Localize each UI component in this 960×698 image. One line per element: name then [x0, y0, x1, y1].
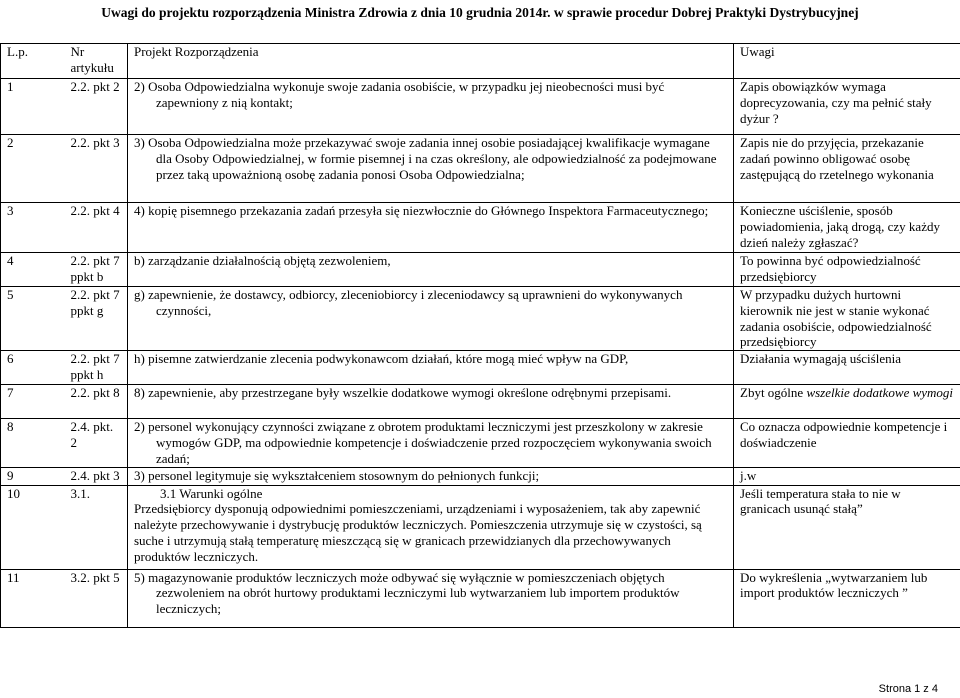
row-nr: 2.4. pkt. 2 [71, 419, 128, 467]
row-projekt [128, 79, 734, 135]
projekt-text: b) zarządzanie działalnością objętą zezwoleniem, [134, 253, 391, 268]
row-projekt [128, 385, 734, 419]
document-title: Uwagi do projektu rozporządzenia Ministra Zdrowia z dnia 10 grudnia 2014r. w sprawie procedur Dobrej Praktyki Dystrybucyjnej [101, 5, 859, 20]
row-nr: 2.2. pkt 2 [71, 79, 128, 135]
row-lp: 8 [1, 419, 71, 467]
row-lp: 4 [1, 253, 71, 287]
table-row [1, 79, 960, 135]
row-projekt [128, 253, 734, 287]
uwagi-italic-text: wszelkie dodatkowe wymogi [806, 385, 954, 401]
table-row [1, 351, 960, 385]
header-uwagi: Uwagi [734, 44, 960, 79]
projekt-text: Przedsiębiorcy dysponują odpowiednimi pomieszczeniami, urządzeniami i wyposażeniem, tak aby zapewnić należyte przechowywanie i dystrybucję produktów leczniczych. Pomieszczenia utrzymuje się w czystości, są suche i utrzymują stałą temperaturę mieszczącą się w granicach przewidzianych dla przechowywanych produktów leczniczych. [134, 501, 702, 564]
row-lp: 9 [1, 467, 71, 485]
row-uwagi: W przypadku dużych hurtowni kierownik nie jest w stanie wykonać zadania osobiście, odpowiedzialność przedsiębiorcy [734, 287, 960, 351]
section-title: 3.1 Warunki ogólne [160, 485, 263, 501]
row-projekt [128, 287, 734, 351]
row-projekt [128, 203, 734, 253]
table-row [1, 203, 960, 253]
row-lp: 5 [1, 287, 71, 351]
row-projekt [128, 351, 734, 385]
row-nr: 2.2. pkt 4 [71, 203, 128, 253]
table-header-row [1, 44, 960, 79]
row-lp: 7 [1, 385, 71, 419]
header-projekt: Projekt Rozporządzenia [128, 44, 734, 79]
row-uwagi [734, 385, 960, 419]
row-uwagi: Zapis nie do przyjęcia, przekazanie zadań powinno obligować osobę zastępującą do rzetelnego wykonania [734, 135, 960, 203]
table-row [1, 419, 960, 467]
table-row [1, 253, 960, 287]
table-row [1, 467, 960, 485]
row-projekt [128, 419, 734, 467]
row-lp: 2 [1, 135, 71, 203]
table-row [1, 135, 960, 203]
row-projekt [128, 135, 734, 203]
row-nr: 2.2. pkt 7 ppkt g [71, 287, 128, 351]
row-uwagi: Zapis obowiązków wymaga doprecyzowania, czy ma pełnić stały dyżur ? [734, 79, 960, 135]
projekt-text: 3) personel legitymuje się wykształceniem stosownym do pełnionych funkcji; [134, 467, 540, 483]
row-lp: 11 [1, 569, 71, 627]
row-nr: 2.2. pkt 7 ppkt h [71, 351, 128, 385]
table-row [1, 485, 960, 569]
row-nr: 2.2. pkt 3 [71, 135, 128, 203]
table-row [1, 287, 960, 351]
row-projekt [128, 485, 734, 569]
row-nr: 2.2. pkt 7 ppkt b [71, 253, 128, 287]
row-uwagi: Do wykreślenia „wytwarzaniem lub import produktów leczniczych ” [734, 569, 960, 627]
row-nr: 2.2. pkt 8 [71, 385, 128, 419]
projekt-text: 8) zapewnienie, aby przestrzegane były wszelkie dodatkowe wymogi określone odrębnymi przepisami. [134, 385, 672, 401]
row-projekt [128, 569, 734, 627]
row-lp: 3 [1, 203, 71, 253]
row-uwagi: Co oznacza odpowiednie kompetencje i doświadczenie [734, 419, 960, 467]
row-uwagi: Działania wymagają uściślenia [734, 351, 960, 385]
projekt-text: g) zapewnienie, że dostawcy, odbiorcy, zleceniobiorcy i zleceniodawcy są uprawnieni do wykonywanych czynności, [134, 287, 683, 318]
table-row [1, 569, 960, 627]
projekt-text: 5) magazynowanie produktów leczniczych może odbywać się wyłącznie w pomieszczeniach objętych zezwoleniem na obrót hurtowy produktami leczniczymi lub wytwarzaniem lub importem produktów leczniczych; [134, 569, 680, 617]
row-projekt [128, 467, 734, 485]
projekt-text: 3) Osoba Odpowiedzialna może przekazywać swoje zadania innej osobie posiadającej kwalifikacje wymagane dla Osoby Odpowiedzialnej, w formie pisemnej i na czas określony, ale odpowiedzialność za podejmowane przez taką upoważnioną osobę zadania ponosi Osoba Odpowiedzialna; [134, 135, 717, 182]
row-lp: 10 [1, 485, 71, 569]
comments-table [0, 43, 960, 628]
row-uwagi: To powinna być odpowiedzialność przedsiębiorcy [734, 253, 960, 287]
row-nr: 3.1. [71, 485, 128, 569]
page-number: Strona 1 z 4 [878, 683, 938, 695]
header-lp: L.p. [1, 44, 71, 79]
uwagi-text: Zbyt ogólne [740, 385, 807, 401]
row-uwagi: Konieczne uściślenie, sposób powiadomienia, jaką drogą, czy każdy dzień należy zgłaszać? [734, 203, 960, 253]
row-nr: 3.2. pkt 5 [71, 569, 128, 627]
projekt-text: 4) kopię pisemnego przekazania zadań przesyła się niezwłocznie do Głównego Inspektora Farmaceutycznego; [134, 203, 709, 218]
row-lp: 1 [1, 79, 71, 135]
header-nr: Nr artykułu [71, 44, 128, 79]
row-uwagi: j.w [734, 467, 960, 485]
projekt-text: 2) personel wykonujący czynności związane z obrotem produktami leczniczymi jest przeszkolony w zakresie wymogów GDP, ma odpowiednie kompetencje i doświadczenie przed rozpoczęciem wykonywania swoich zadań; [134, 419, 712, 466]
projekt-text: 2) Osoba Odpowiedzialna wykonuje swoje zadania osobiście, w przypadku jej nieobecności musi być zapewniony z nią kontakt; [134, 79, 665, 110]
row-nr: 2.4. pkt 3 [71, 467, 128, 485]
table-row [1, 385, 960, 419]
row-uwagi: Jeśli temperatura stała to nie w granicach usunąć stałą” [734, 485, 960, 569]
row-lp: 6 [1, 351, 71, 385]
projekt-text: h) pisemne zatwierdzanie zlecenia podwykonawcom działań, które mogą mieć wpływ na GDP, [134, 351, 629, 367]
